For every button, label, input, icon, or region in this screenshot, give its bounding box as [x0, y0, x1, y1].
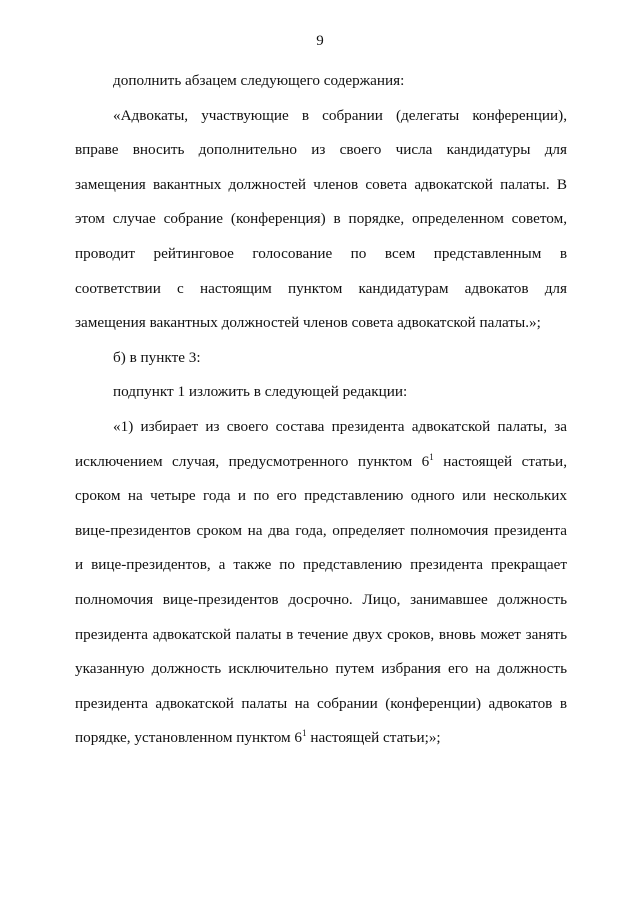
text-line — [75, 721, 567, 756]
paragraph-intro — [75, 64, 567, 99]
text-line: сроком на четыре года и по его представлению одного или нескольких — [75, 487, 567, 505]
text-line: «Адвокаты, участвующие в собрании (делегаты конференции), — [113, 106, 567, 124]
text-line: вице-президентов сроком на два года, определяет полномочия президента — [75, 521, 567, 539]
text-line: указанную должность исключительно путем избрания его на должность — [75, 660, 567, 678]
text-line: полномочия вице-президентов досрочно. Лицо, занимавшее должность — [75, 590, 567, 608]
text-line: замещения вакантных должностей членов совета адвокатской палаты.»; — [75, 314, 541, 332]
text-line: этом случае собрание (конференция) в порядке, определенном советом, — [75, 210, 567, 228]
text-line — [75, 445, 567, 480]
text-line: соответствии с настоящим пунктом кандидатурам адвокатов для — [75, 279, 567, 297]
document-body — [75, 64, 567, 756]
text-segment: порядке, установленном пунктом 6 — [75, 729, 303, 747]
paragraph-quote-advocates — [75, 99, 567, 341]
paragraph-quote-president — [75, 410, 567, 756]
text-line: б) в пункте 3: — [113, 348, 201, 366]
text-line: проводит рейтинговое голосование по всем представленным в — [75, 244, 567, 262]
paragraph-subitem-1 — [75, 375, 567, 410]
text-line: президента адвокатской палаты на собрании (конференции) адвокатов в — [75, 694, 567, 712]
text-segment: настоящей статьи;»; — [306, 729, 441, 747]
text-segment: настоящей статьи, — [433, 452, 567, 470]
text-segment: исключением случая, предусмотренного пунктом 6 — [75, 452, 430, 470]
text-line: вправе вносить дополнительно из своего числа кандидатуры для — [75, 141, 567, 159]
paragraph-item-b — [75, 341, 567, 376]
text-line: замещения вакантных должностей членов совета адвокатской палаты. В — [75, 175, 567, 193]
superscript: 1 — [429, 451, 434, 462]
superscript: 1 — [302, 728, 307, 739]
text-line: президента адвокатской палаты в течение двух сроков, вновь может занять — [75, 625, 567, 643]
text-line: подпункт 1 изложить в следующей редакции: — [113, 383, 408, 401]
text-line: дополнить абзацем следующего содержания: — [113, 72, 405, 89]
page-number: 9 — [316, 33, 324, 49]
text-line: «1) избирает из своего состава президента адвокатской палаты, за — [113, 417, 567, 435]
text-line: и вице-президентов, а также по представлению президента прекращает — [75, 556, 567, 574]
